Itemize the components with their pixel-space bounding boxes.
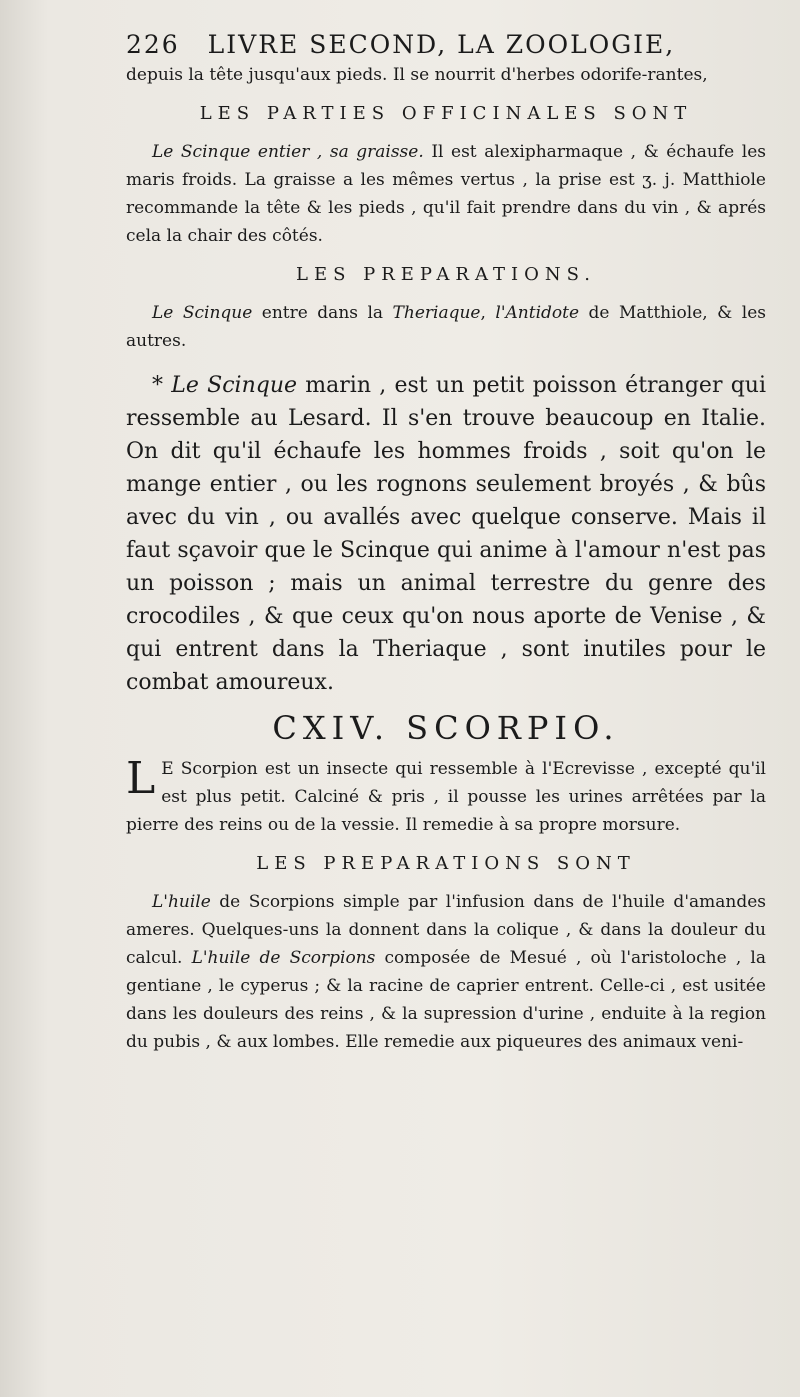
section2-piece: Le Scinque: [152, 303, 253, 323]
section3-piece: composée de Mesué , où l'aristoloche , la gentiane , le cyperus ; & la racine de caprier entrent. Celle-ci , est usitée dans les douleurs des reins , & la supression d'urine , enduite à la region du pubis , & aux lombes. Elle remedie aux piqueures des animaux veni-: [126, 948, 766, 1052]
drop-cap: L: [126, 753, 156, 804]
section-heading-preparations-sont: LES PREPARATIONS SONT: [256, 853, 636, 874]
preparations-paragraph: [126, 299, 766, 355]
continuation-text: depuis la tête jusqu'aux pieds. Il se nourrit d'herbes odorife-rantes,: [126, 65, 708, 85]
section3-piece: L'huile: [152, 892, 211, 912]
section2-piece: l'Antidote: [495, 303, 580, 323]
chapter-title: CXIV. SCORPIO.: [272, 709, 620, 747]
section2-piece: entre dans la: [252, 303, 393, 323]
officinales-lead: Le Scinque entier , sa graisse.: [152, 142, 424, 162]
section-heading-preparations: LES PREPARATIONS.: [295, 264, 596, 285]
running-title: LIVRE SECOND, LA ZOOLOGIE,: [207, 30, 676, 59]
scorpion-preparations-paragraph: [126, 888, 766, 1056]
section3-piece: L'huile de Scorpions: [191, 948, 376, 968]
note-lead: Le Scinque: [171, 373, 298, 398]
section-heading-officinales: LES PARTIES OFFICINALES SONT: [199, 103, 693, 124]
scorpio-text: E Scorpion est un insecte qui ressemble à l'Ecrevisse , excepté qu'il est plus petit. Calciné & pris , il pousse les urines arrêtées par la pierre des reins ou de la vessie. Il remedie à sa propre morsure.: [126, 759, 766, 835]
running-header: [126, 30, 766, 59]
section2-piece: de Matthiole, & les autres.: [126, 303, 767, 351]
scorpio-paragraph: [126, 755, 766, 839]
section2-piece: ,: [480, 303, 496, 323]
page-number: 226: [126, 30, 180, 59]
note-star: *: [152, 373, 163, 398]
officinales-text: Il est alexipharmaque , & échaufe les maris froids. La graisse a les mêmes vertus , la prise est ʒ. j. Matthiole recommande la tête & les pieds , qu'il fait prendre dans du vin , & aprés cela la chair des côtés.: [126, 142, 767, 246]
section3-piece: de Scorpions simple par l'infusion dans de l'huile d'amandes ameres. Quelques-uns la donnent dans la colique , & dans la douleur du calcul.: [126, 892, 766, 968]
officinales-paragraph: [126, 138, 766, 250]
note-text: marin , est un petit poisson étranger qui ressemble au Lesard. Il s'en trouve beaucoup en Italie. On dit qu'il échaufe les hommes froids , soit qu'on le mange entier , ou les rognons seulement broyés , & bûs avec du vin , ou avallés avec quelque conserve. Mais il faut sçavoir que le Scinque qui anime à l'amour n'est pas un poisson ; mais un animal terrestre du genre des crocodiles , & que ceux qu'on nous aporte de Venise , & qui entrent dans la Theriaque , sont inutiles pour le combat amoureux.: [126, 373, 767, 695]
scinque-marin-note: [126, 369, 766, 699]
section2-piece: Theriaque: [392, 303, 481, 323]
